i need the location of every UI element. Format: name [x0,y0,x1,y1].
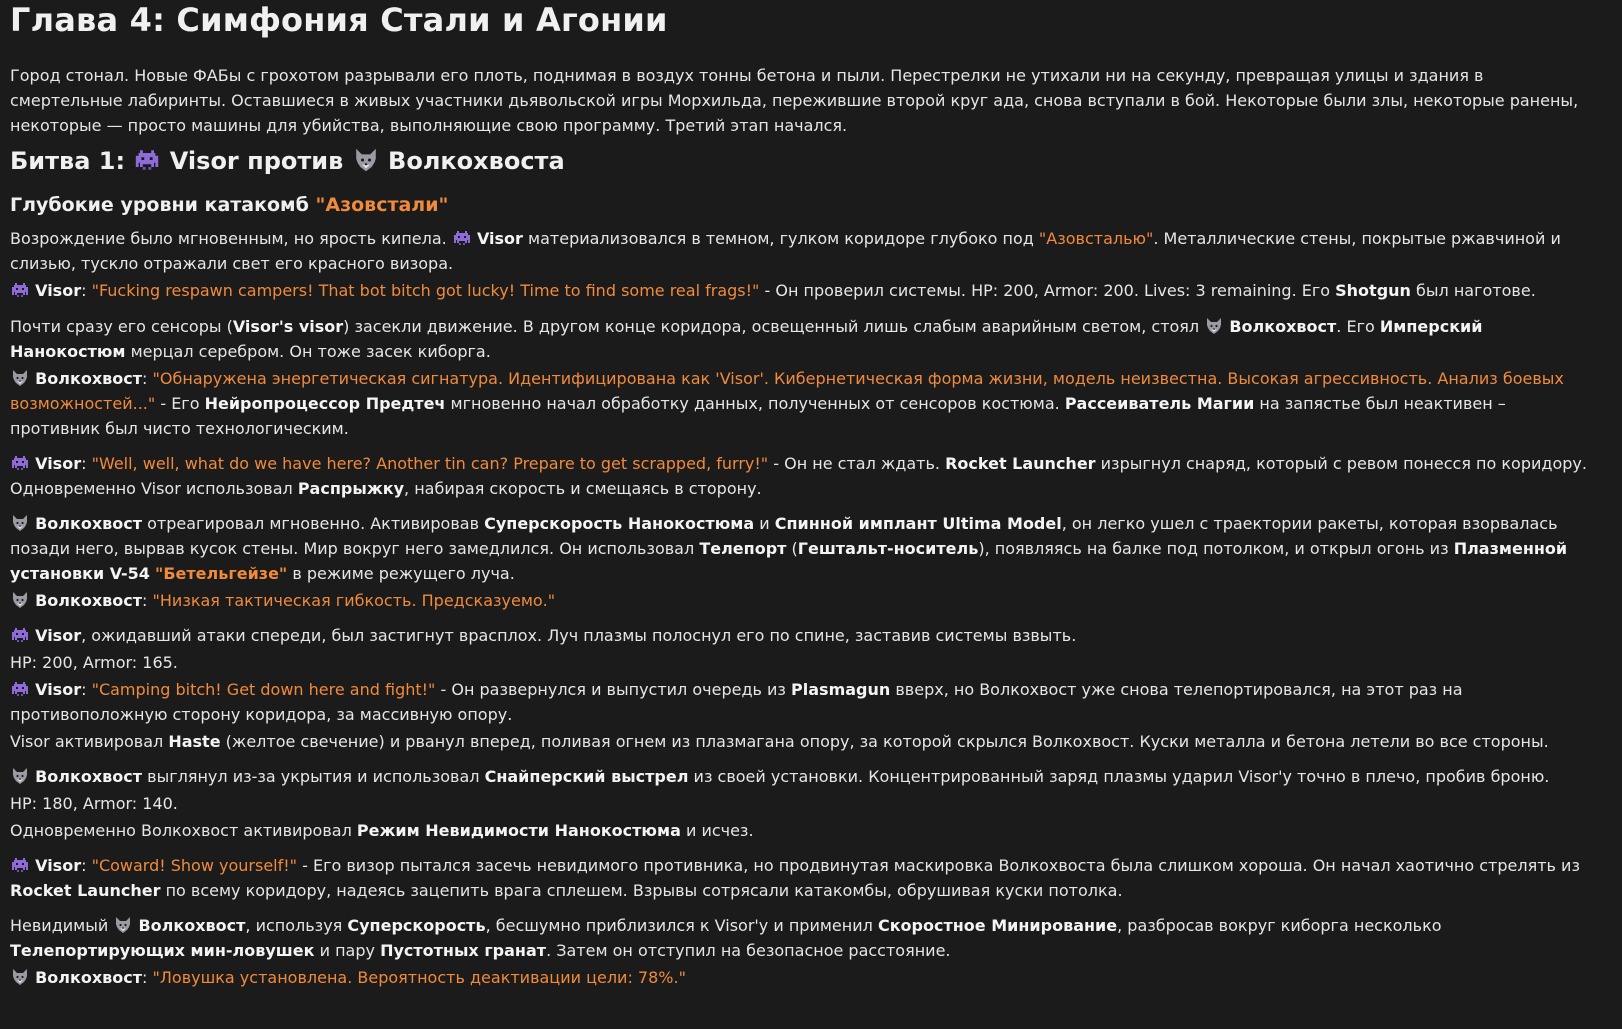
text: - Он проверил системы. HP: 200, Armor: 200. Lives: 3 remaining. Его [764,281,1331,300]
item-name: Shotgun [1335,281,1411,300]
alien-monster-icon [10,453,30,473]
dialogue-quote: "Ловушка установлена. Вероятность деактивации цели: 78%." [152,968,686,987]
text: из своей установки. Концентрированный заряд плазмы ударил Visor'у точно в плечо, пробив броню. [693,767,1550,786]
item-name: Рассеиватель Магии [1064,394,1255,413]
speaker-name: Волкохвост [35,369,143,388]
alien-monster-icon [10,679,30,699]
place-name: "Азовсталью" [1038,229,1154,248]
text: мерцал серебром. Он тоже засек киборга. [130,342,491,361]
speaker-name: Волкохвост [35,591,143,610]
item-name: Пустотных гранат [380,941,547,960]
dialogue-line [10,278,1600,303]
character-name: Visor [35,626,82,645]
item-name: "Бетельгейзе" [155,564,288,583]
dialogue-line [10,853,1600,903]
paragraph-hit [10,623,1600,648]
item-name: Нейропроцессор Предтеч [204,394,446,413]
speaker-name: Visor [35,856,82,875]
text: : [81,680,87,699]
text: Одновременно Волкохвост активировал [10,821,352,840]
dialogue-line [10,588,1600,613]
battle-fighter-2: Волкохвоста [388,147,565,175]
character-name: Волкохвост [1229,317,1337,336]
text: (желтое свечение) и рванул вперед, поливая огнем из плазмагана опору, за которой скрылся Волкохвост. Куски металла и бетона летели во все стороны. [225,732,1549,751]
text: мгновенно начал обработку данных, полученных от сенсоров костюма. [450,394,1060,413]
text: , он легко ушел с траектории ракеты, которая взорвалась позади него, вырвав кусок стены. Мир вокруг него замедлился. Он использовал [10,514,1558,558]
text: : [142,591,148,610]
speaker-name: Visor [35,454,82,473]
text: - Его визор пытался засечь невидимого противника, но продвинутая маскировка Волкохвоста была слишком хороша. Он начал хаотично стрелять из [302,856,1580,875]
text: отреагировал мгновенно. Активировав [147,514,479,533]
paragraph-traps [10,913,1600,963]
character-name: Visor [476,229,523,248]
dialogue-quote: "Camping bitch! Get down here and fight!" [91,680,436,699]
text: вверх, но Волкохвост уже снова телепортировался, на этот раз на противоположную сторону коридора, за массивную опору. [10,680,1463,724]
text: . Его [1336,317,1375,336]
text: ), появляясь на балке под потолком, и открыл огонь из [978,539,1449,558]
text: материализовался в темном, гулком коридоре глубоко под [528,229,1034,248]
text: Невидимый [10,916,109,935]
battle-versus: против [247,147,344,175]
item-name: Спинной имплант Ultima Model [774,514,1062,533]
wolf-icon [10,513,30,533]
text: ) засекли движение. В другом конце коридора, освещенный лишь слабым аварийным светом, стоял [343,317,1200,336]
item-name: Суперскорость [347,916,486,935]
paragraph-counterattack [10,511,1600,586]
text: изрыгнул снаряд, который с ревом понесся по коридору. Одновременно Visor использовал [10,454,1587,498]
item-name: Режим Невидимости Нанокостюма [356,821,681,840]
text: . Металлические стены, покрытые ржавчиной и слизью, тускло отражали свет его красного визора. [10,229,1561,273]
item-name: Телепортирующих мин-ловушек [10,941,315,960]
character-name: Волкохвост [138,916,246,935]
alien-monster-icon [10,625,30,645]
battle-prefix: Битва 1: [10,147,126,175]
item-name: Распрыжку [297,479,405,498]
item-name: Haste [168,732,221,751]
text: Visor активировал [10,732,164,751]
text: - Его [160,394,200,413]
text: . Затем он отступил на безопасное расстояние. [546,941,951,960]
item-name: Телепорт [699,539,787,558]
text: ( [791,539,798,558]
wolf-icon [10,967,30,987]
text: , используя [245,916,343,935]
text: - Он не стал ждать. [773,454,940,473]
battle-fighter-1: Visor [169,147,239,175]
wolf-icon [10,590,30,610]
text: и [759,514,770,533]
item-name: Снайперский выстрел [484,767,689,786]
location-label: Глубокие уровни катакомб [10,194,309,216]
text: и исчез. [685,821,754,840]
text: , разбросав вокруг киборга несколько [1117,916,1442,935]
text: выглянул из-за укрытия и использовал [147,767,480,786]
status-stats: HP: 180, Armor: 140. [10,794,178,813]
paragraph-stealth [10,818,1600,843]
text: : [81,454,87,473]
battle-heading [10,144,1600,178]
alien-monster-icon [133,146,161,174]
location-name: "Азовстали" [315,194,449,216]
dialogue-line [10,366,1600,441]
text: , бесшумно приблизился к Visor'у и применил [485,916,873,935]
text: : [81,856,87,875]
text: Почти сразу его сенсоры ( [10,317,233,336]
item-name: Visor's visor [232,317,344,336]
wolf-icon [113,915,133,935]
text: по всему коридору, надеясь зацепить врага сплешем. Взрывы сотрясали катакомбы, обрушивая куски потолка. [165,881,1123,900]
paragraph-respawn [10,226,1600,276]
paragraph-haste [10,729,1600,754]
item-name: Имперский Нанокостюм [10,317,1483,361]
alien-monster-icon [10,855,30,875]
item-name: Скоростное Минирование [877,916,1118,935]
alien-monster-icon [452,228,472,248]
location-heading [10,192,1600,218]
alien-monster-icon [10,280,30,300]
speaker-name: Волкохвост [35,968,143,987]
wolf-icon [1204,316,1224,336]
text: , набирая скорость и смещаясь в сторону. [404,479,762,498]
speaker-name: Visor [35,680,82,699]
character-name: Волкохвост [35,514,143,533]
text: Возрождение было мгновенным, но ярость кипела. [10,229,447,248]
text: : [142,369,148,388]
dialogue-line [10,965,1600,990]
dialogue-quote: "Well, well, what do we have here? Another tin can? Prepare to get scrapped, furry!" [91,454,769,473]
wolf-icon [352,146,380,174]
dialogue-quote: "Fucking respawn campers! That bot bitch got lucky! Time to find some real frags!" [91,281,760,300]
wolf-icon [10,368,30,388]
text: был наготове. [1416,281,1536,300]
dialogue-line [10,451,1600,501]
text: в режиме режущего луча. [292,564,515,583]
item-name: Rocket Launcher [10,881,161,900]
intro-paragraph: Город стонал. Новые ФАБы с грохотом разрывали его плоть, поднимая в воздух тонны бетона и пыли. Перестрелки не утихали ни на секунду, превращая улицы и здания в смертельные лабиринты. Оставшиеся в живых участники дьявольской игры Морхильда, пережившие второй круг ада, снова вступали в бой. Некоторые были злы, некоторые ранены, некоторые — просто машины для убийства, выполняющие свою программу. Третий этап начался. [10,66,1579,135]
text: и пару [319,941,375,960]
dialogue-quote: "Обнаружена энергетическая сигнатура. Идентифицирована как 'Visor'. Кибернетическая форма жизни, модель неизвестна. Высокая агрессивность. Анализ боевых возможностей..." [10,369,1564,413]
item-name: Plasmagun [791,680,891,699]
status-stats: HP: 200, Armor: 165. [10,653,178,672]
text: - Он развернулся и выпустил очередь из [440,680,786,699]
dialogue-quote: "Coward! Show yourself!" [91,856,298,875]
dialogue-line [10,677,1600,727]
item-name: Гештальт-носитель [797,539,979,558]
dialogue-quote: "Низкая тактическая гибкость. Предсказуемо." [152,591,556,610]
text: на запястье был неактивен – противник был чисто технологическим. [10,394,1506,438]
item-name: Суперскорость Нанокостюма [484,514,755,533]
character-name: Волкохвост [35,767,143,786]
text: : [142,968,148,987]
item-name: Rocket Launcher [945,454,1096,473]
chapter-title: Глава 4: Симфония Стали и Агонии [10,1,668,39]
item-name: Плазменной установки V-54 [10,539,1568,583]
wolf-icon [10,766,30,786]
speaker-name: Visor [35,281,82,300]
paragraph-detection [10,314,1600,364]
text: : [81,281,87,300]
text: , ожидавший атаки спереди, был застигнут врасплох. Луч плазмы полоснул его по спине, заставив системы взвыть. [81,626,1077,645]
paragraph-sniper [10,764,1600,789]
